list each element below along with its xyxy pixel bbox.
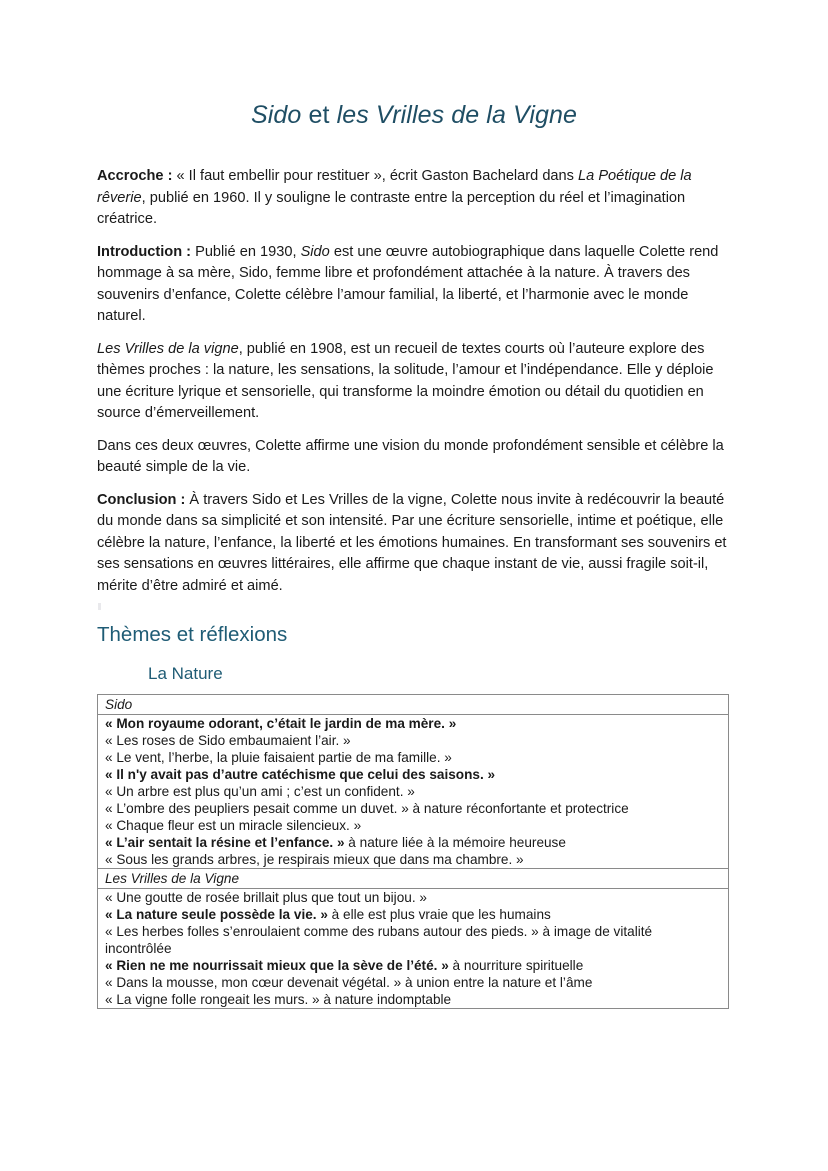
quote-cell	[98, 749, 729, 766]
quote-text: « Rien ne me nourrissait mieux que la sève de l’été. »	[105, 958, 449, 973]
quote-text: « Les herbes folles s’enroulaient comme des rubans autour des pieds. »	[105, 924, 539, 939]
quote-cell	[98, 957, 729, 974]
quote-annotation: à union entre la nature et l’âme	[401, 975, 593, 990]
quote-text: « Une goutte de rosée brillait plus que tout un bijou. »	[105, 890, 427, 905]
quote-cell	[98, 715, 729, 733]
quote-text: « Mon royaume odorant, c’était le jardin de ma mère. »	[105, 716, 457, 731]
table-row	[98, 732, 729, 749]
vrilles-work-title: Les Vrilles de la vigne	[97, 340, 239, 357]
quote-annotation: à nourriture spirituelle	[448, 958, 584, 973]
quote-group-header-row	[98, 869, 729, 889]
conclusion-text: À travers Sido et Les Vrilles de la vigne, Colette nous invite à redécouvrir la beauté du monde dans sa simplicité et son intensité. Par une écriture sensorielle, intime et poétique, elle célèbre la nature, l’enfance, la liberté et les émotions humaines. En transformant ses souvenirs et ses sensations en œuvres littéraires, elle affirme que chaque instant de vie, aussi fragile soit-il, mérite d’être admiré et aimé.	[97, 491, 727, 594]
table-row	[98, 834, 729, 851]
quote-group-header-row	[98, 695, 729, 715]
quote-text: « Un arbre est plus qu’un ami ; c’est un confident. »	[105, 784, 415, 799]
quote-text: « L’ombre des peupliers pesait comme un duvet. »	[105, 801, 409, 816]
quote-text: « Les roses de Sido embaumaient l’air. »	[105, 733, 351, 748]
vrilles-text-1: , publié en 1908, est un recueil de textes courts où l’auteure explore des thèmes proches : la nature, les sensations, la solitude, l’amour et l’indépendance. Elle y déploie une écriture lyrique et sensorielle, qui transforme la moindre émotion ou détail du quotidien en source d’émerveillement.	[97, 340, 714, 421]
quote-cell	[98, 834, 729, 851]
table-row	[98, 800, 729, 817]
quote-annotation: à image de vitalité incontrôlée	[105, 924, 653, 956]
quote-cell	[98, 800, 729, 817]
quote-text: « La nature seule possède la vie. »	[105, 907, 328, 922]
subsection-heading-nature: La Nature	[148, 664, 223, 683]
paragraph-conclusion	[97, 490, 729, 598]
title-part-vrilles: les Vrilles de la Vigne	[336, 101, 577, 129]
quote-cell	[98, 991, 729, 1009]
quote-cell	[98, 974, 729, 991]
title-part-et: et	[301, 101, 337, 129]
table-row	[98, 906, 729, 923]
section-heading-themes: Thèmes et réflexions	[97, 623, 288, 646]
title-part-sido: Sido	[250, 101, 302, 129]
quote-cell	[98, 783, 729, 800]
introduction-label: Introduction :	[97, 243, 192, 260]
table-row	[98, 715, 729, 733]
quote-annotation: à nature indomptable	[319, 992, 452, 1007]
quote-annotation: à elle est plus vraie que les humains	[327, 907, 551, 922]
paragraph-accroche	[97, 166, 729, 231]
conclusion-label: Conclusion :	[97, 491, 186, 508]
quote-group-header: Sido	[98, 695, 729, 715]
accroche-label: Accroche :	[97, 168, 173, 184]
quote-text: « Il n'y avait pas d’autre catéchisme que celui des saisons. »	[105, 767, 496, 782]
quote-text: « Dans la mousse, mon cœur devenait végétal. »	[105, 975, 402, 990]
quote-annotation: à nature réconfortante et protectrice	[408, 801, 629, 816]
table-row	[98, 851, 729, 869]
accroche-work-title: La Poétique de la rêverie	[97, 168, 692, 206]
intro-body	[97, 166, 729, 597]
accroche-text-2: , publié en 1960. Il y souligne le contraste entre la perception du réel et l’imagination créatrice.	[97, 189, 686, 227]
synthese-text: Dans ces deux œuvres, Colette affirme une vision du monde profondément sensible et célèbre la beauté simple de la vie.	[97, 437, 724, 475]
quote-cell	[98, 732, 729, 749]
paragraph-vrilles	[97, 339, 729, 425]
table-row	[98, 766, 729, 783]
quote-cell	[98, 817, 729, 834]
introduction-text-1: Publié en 1930,	[191, 243, 301, 260]
table-row	[98, 974, 729, 991]
quote-text: « L’air sentait la résine et l’enfance. »	[105, 835, 345, 850]
quote-cell	[98, 923, 729, 957]
quote-cell	[98, 851, 729, 869]
paragraph-introduction	[97, 242, 729, 328]
accroche-text-1: « Il faut embellir pour restituer », écrit Gaston Bachelard dans	[172, 168, 579, 184]
page-title	[0, 100, 828, 130]
quote-text: « Sous les grands arbres, je respirais mieux que dans ma chambre. »	[105, 852, 524, 867]
quote-text: « La vigne folle rongeait les murs. »	[105, 992, 320, 1007]
introduction-text-2: est une œuvre autobiographique dans laquelle Colette rend hommage à sa mère, Sido, femme libre et profondément attachée à la nature. À travers des souvenirs d’enfance, Colette célèbre l’amour familial, la liberté, et l’harmonie avec le monde naturel.	[97, 243, 719, 324]
quote-group-header: Les Vrilles de la Vigne	[98, 869, 729, 889]
table-row	[98, 749, 729, 766]
table-row	[98, 889, 729, 907]
quote-table	[97, 694, 729, 1009]
introduction-work-title: Sido	[300, 243, 330, 260]
quote-annotation: à nature liée à la mémoire heureuse	[344, 835, 566, 850]
scan-artifact-speck	[98, 603, 101, 610]
table-row	[98, 923, 729, 957]
quote-text: « Le vent, l’herbe, la pluie faisaient partie de ma famille. »	[105, 750, 452, 765]
table-row	[98, 957, 729, 974]
quote-table-body	[98, 695, 729, 1009]
quote-cell	[98, 766, 729, 783]
table-row	[98, 817, 729, 834]
table-row	[98, 783, 729, 800]
table-row	[98, 991, 729, 1009]
paragraph-synthese	[97, 436, 729, 479]
quote-cell	[98, 889, 729, 907]
quote-text: « Chaque fleur est un miracle silencieux. »	[105, 818, 362, 833]
quote-cell	[98, 906, 729, 923]
